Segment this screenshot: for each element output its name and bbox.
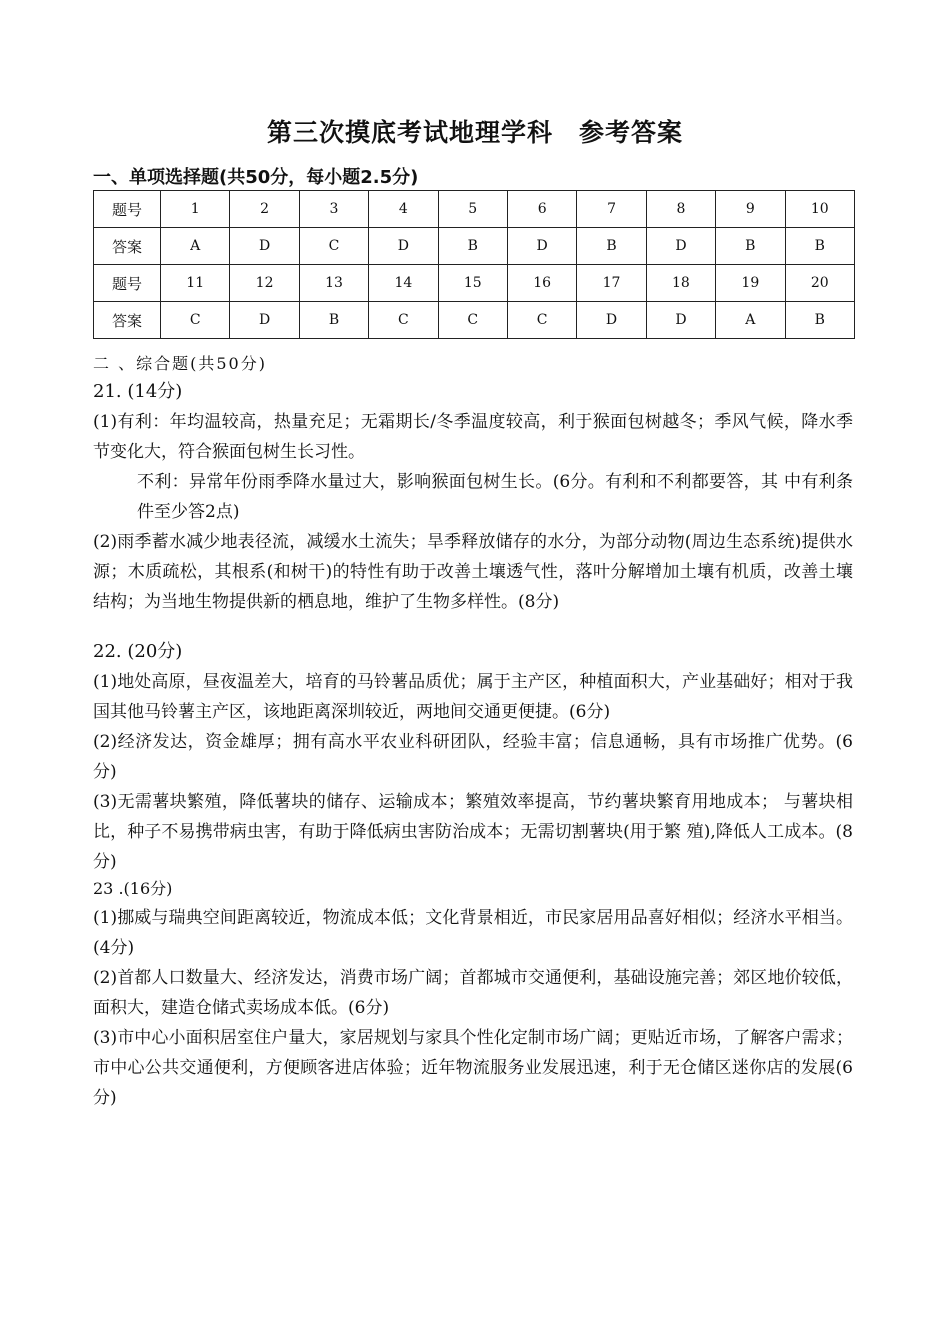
answer-cell: B [577, 228, 646, 265]
answer-label: 答案 [94, 228, 161, 265]
q22-heading: 22. (20分) [93, 641, 183, 662]
q22-part3: (3)无需薯块繁殖，降低薯块的储存、运输成本；繁殖效率提高，节约薯块繁育用地成本； 与薯块相比，种子不易携带病虫害，有助于降低病虫害防治成本；无需切割薯块(用于繁 殖),降低人工成本。(8分) [93, 792, 853, 872]
question-number-cell: 2 [230, 191, 299, 228]
answer-cell: D [646, 302, 715, 339]
answer-label: 答案 [94, 302, 161, 339]
question-number-label: 题号 [94, 191, 161, 228]
question-number-cell: 19 [716, 265, 785, 302]
q21-part1: (1)有利：年均温较高，热量充足；无霜期长/冬季温度较高，利于猴面包树越冬；季风气候，降水季节变化大，符合猴面包树生长习性。 [93, 412, 853, 462]
section2-heading: 二 、综合题(共50分) [93, 354, 267, 373]
q23-part2: (2)首都人口数量大、经济发达，消费市场广阔；首都城市交通便利，基础设施完善；郊区地价较低，面积大，建造仓储式卖场成本低。(6分) [93, 968, 853, 1018]
answer-cell: C [369, 302, 438, 339]
page-title: 第三次摸底考试地理学科 参考答案 [266, 118, 683, 147]
section1-heading: 一、单项选择题(共50分，每小题2.5分) [93, 167, 419, 188]
answer-cell: B [785, 228, 854, 265]
answer-cell: D [230, 228, 299, 265]
question-number-cell: 18 [646, 265, 715, 302]
q21-part1-unfavorable: 不利：异常年份雨季降水量过大，影响猴面包树生长。(6分。有利和不利都要答，其 中有利条件至少答2点) [137, 472, 853, 522]
question-number-cell: 17 [577, 265, 646, 302]
answer-table-row [94, 265, 855, 302]
answer-cell: D [646, 228, 715, 265]
answer-cell: C [438, 302, 507, 339]
question-number-cell: 20 [785, 265, 854, 302]
answer-cell: B [299, 302, 368, 339]
question-number-cell: 3 [299, 191, 368, 228]
question-number-cell: 5 [438, 191, 507, 228]
question-number-cell: 4 [369, 191, 438, 228]
answer-cell: D [577, 302, 646, 339]
answer-table [93, 190, 855, 339]
q23-part3: (3)市中心小面积居室住户量大，家居规划与家具个性化定制市场广阔；更贴近市场，了解客户需求；市中心公共交通便利，方便顾客进店体验；近年物流服务业发展迅速，利于无仓储区迷你店的发展(6分) [93, 1028, 853, 1108]
answer-cell: C [161, 302, 230, 339]
answer-table-row [94, 302, 855, 339]
answer-cell: B [716, 228, 785, 265]
question-number-cell: 16 [507, 265, 576, 302]
question-number-cell: 15 [438, 265, 507, 302]
question-number-cell: 1 [161, 191, 230, 228]
answer-cell: C [299, 228, 368, 265]
q22-part2: (2)经济发达，资金雄厚；拥有高水平农业科研团队，经验丰富；信息通畅，具有市场推广优势。(6分) [93, 732, 853, 782]
answer-cell: C [507, 302, 576, 339]
question-number-cell: 7 [577, 191, 646, 228]
answer-cell: D [507, 228, 576, 265]
answer-cell: B [785, 302, 854, 339]
answer-cell: D [369, 228, 438, 265]
q21-heading: 21. (14分) [93, 381, 183, 402]
answer-cell: A [716, 302, 785, 339]
question-number-cell: 13 [299, 265, 368, 302]
q23-heading: 23 .(16分) [93, 879, 173, 898]
answer-cell: B [438, 228, 507, 265]
answer-table-row [94, 228, 855, 265]
question-number-cell: 8 [646, 191, 715, 228]
q21-part2: (2)雨季蓄水减少地表径流，减缓水土流失；旱季释放储存的水分，为部分动物(周边生态系统)提供水源；木质疏松，其根系(和树干)的特性有助于改善土壤透气性，落叶分解增加土壤有机质，改善土壤结构；为当地生物提供新的栖息地，维护了生物多样性。(8分) [93, 532, 853, 612]
question-number-cell: 9 [716, 191, 785, 228]
question-number-cell: 10 [785, 191, 854, 228]
question-number-cell: 11 [161, 265, 230, 302]
question-number-cell: 12 [230, 265, 299, 302]
question-number-cell: 6 [507, 191, 576, 228]
q23-part1: (1)挪威与瑞典空间距离较近，物流成本低；文化背景相近，市民家居用品喜好相似；经济水平相当。(4分) [93, 908, 853, 958]
question-number-label: 题号 [94, 265, 161, 302]
q22-part1: (1)地处高原，昼夜温差大，培育的马铃薯品质优；属于主产区，种植面积大，产业基础好；相对于我国其他马铃薯主产区，该地距离深圳较近，两地间交通更便捷。(6分) [93, 672, 853, 722]
answer-cell: D [230, 302, 299, 339]
answer-cell: A [161, 228, 230, 265]
question-number-cell: 14 [369, 265, 438, 302]
answer-table-row [94, 191, 855, 228]
